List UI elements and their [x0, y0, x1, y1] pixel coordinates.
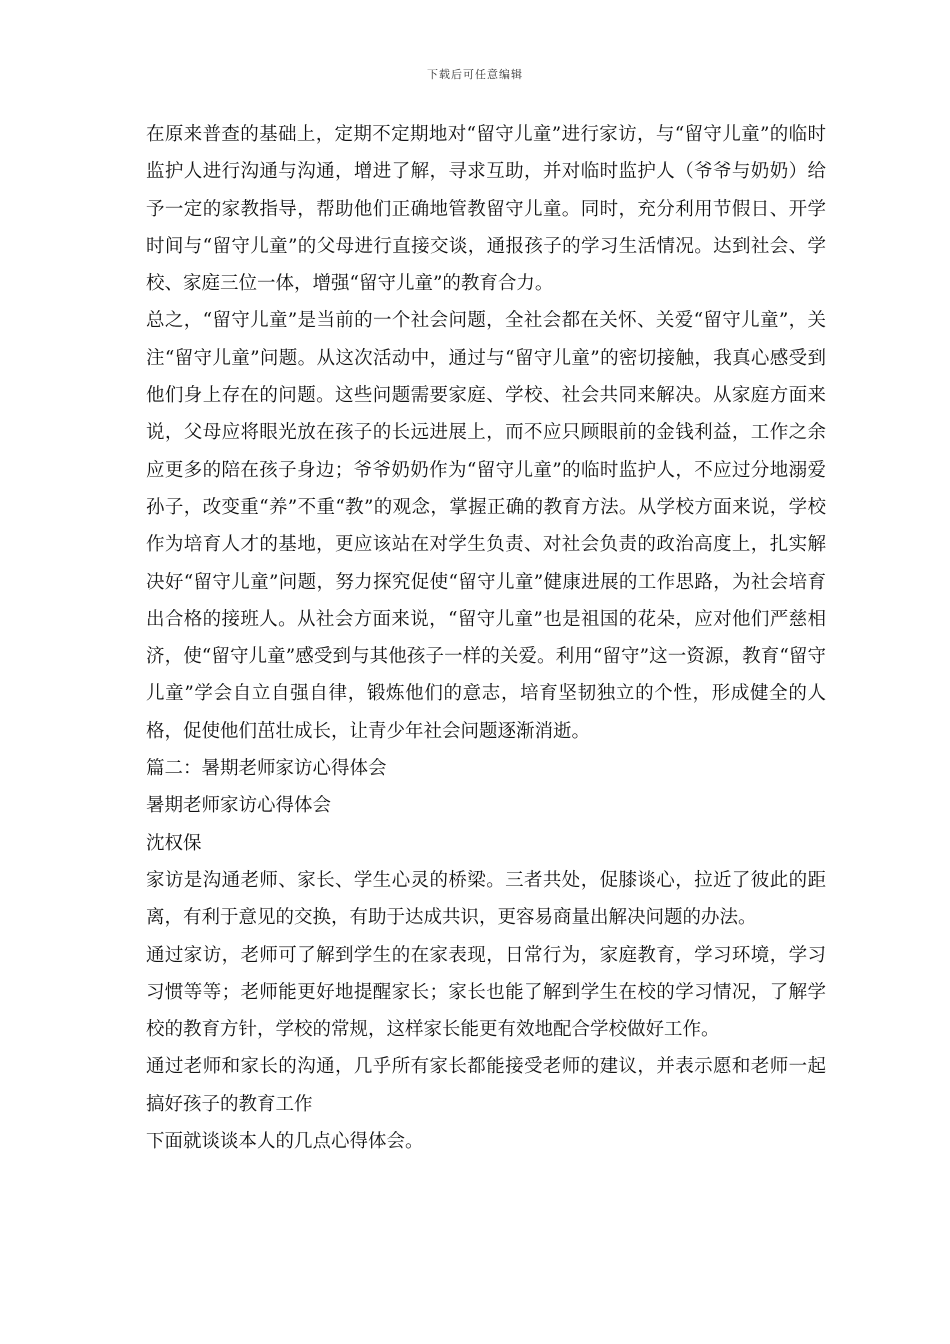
paragraph-through-visits: 通过家访，老师可了解到学生的在家表现，日常行为，家庭教育，学习环境，学习习惯等等；老师能更好地提醒家长；家长也能了解到学生在校的学习情况，了解学校的教育方针，学校的常规，这样家长能更有效地配合学校做好工作。 [146, 944, 826, 1041]
paragraph-intro-thoughts: 下面就谈谈本人的几点心得体会。 [146, 1131, 424, 1153]
section-heading: 篇二：暑期老师家访心得体会 [146, 758, 387, 780]
paragraph-communication: 通过老师和家长的沟通，几乎所有家长都能接受老师的建议，并表示愿和老师一起搞好孩子的教育工作 [146, 1056, 826, 1115]
paragraph-conclusion: 总之，“留守儿童”是当前的一个社会问题，全社会都在关怀、关爱“留守儿童”，关注“留守儿童”问题。从这次活动中，通过与“留守儿童”的密切接触，我真心感受到他们身上存在的问题。这些问题需要家庭、学校、社会共同来解决。从家庭方面来说，父母应将眼光放在孩子的长远进展上，而不应只顾眼前的金钱利益，工作之余应更多的陪在孩子身边；爷爷奶奶作为“留守儿童”的临时监护人，不应过分地溺爱孙子，改变重“养”不重“教”的观念，掌握正确的教育方法。从学校方面来说，学校作为培育人才的基地，更应该站在对学生负责、对社会负责的政治高度上，扎实解决好“留守儿童”问题，努力探究促使“留守儿童”健康进展的工作思路，为社会培育出合格的接班人。从社会方面来说，“留守儿童”也是祖国的花朵，应对他们严慈相济，使“留守儿童”感受到与其他孩子一样的关爱。利用“留守”这一资源，教育“留守儿童”学会自立自强自律，锻炼他们的意志，培育坚韧独立的个性，形成健全的人格，促使他们茁壮成长，让青少年社会问题逐渐消逝。 [146, 310, 826, 742]
paragraph-bridge: 家访是沟通老师、家长、学生心灵的桥梁。三者共处，促膝谈心，拉近了彼此的距离，有利于意见的交换，有助于达成共识，更容易商量出解决问题的办法。 [146, 869, 826, 929]
page-header: 下载后可任意编辑 [427, 68, 523, 81]
paragraph-home-visit-practice: 在原来普查的基础上，定期不定期地对“留守儿童”进行家访，与“留守儿童”的临时监护人进行沟通与沟通，增进了解，寻求互助，并对临时监护人（爷爷与奶奶）给予一定的家教指导，帮助他们正确地管教留守儿童。同时，充分利用节假日、开学时间与“留守儿童”的父母进行直接交谈，通报孩子的学习生活情况。达到社会、学校、家庭三位一体，增强“留守儿童”的教育合力。 [146, 124, 826, 295]
document-body [146, 116, 826, 1160]
article-title: 暑期老师家访心得体会 [146, 795, 332, 817]
author-name: 沈权保 [146, 832, 202, 854]
